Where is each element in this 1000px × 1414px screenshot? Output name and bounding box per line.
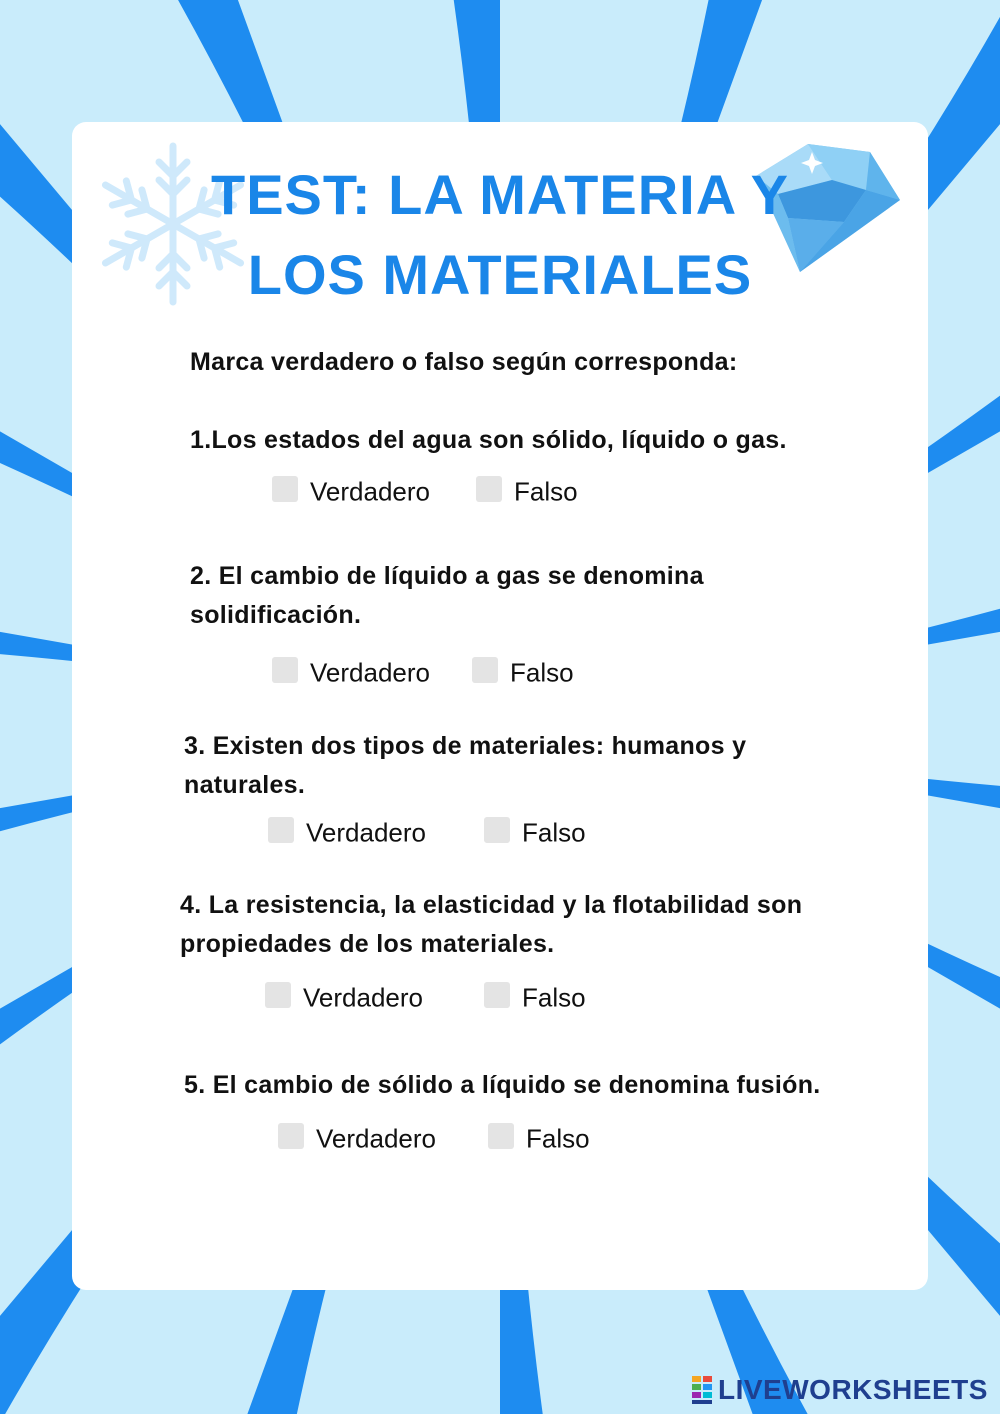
- checkbox[interactable]: [272, 476, 298, 502]
- question-1-line-1: 1.Los estados del agua son sólido, líquido o gas.: [190, 426, 787, 454]
- checkbox[interactable]: [278, 1123, 304, 1149]
- q2-option-falso[interactable]: Falso: [472, 656, 574, 689]
- checkbox[interactable]: [265, 982, 291, 1008]
- q3-option-verdadero[interactable]: Verdadero: [268, 816, 426, 849]
- question-5-line-1: 5. El cambio de sólido a líquido se denomina fusión.: [184, 1071, 821, 1099]
- checkbox[interactable]: [268, 817, 294, 843]
- q5-option-verdadero[interactable]: Verdadero: [278, 1122, 436, 1155]
- checkbox[interactable]: [484, 817, 510, 843]
- q4-option-falso[interactable]: Falso: [484, 981, 586, 1014]
- q3-option-falso[interactable]: Falso: [484, 816, 586, 849]
- question-2-line-2: solidificación.: [190, 601, 362, 629]
- question-4: [180, 886, 802, 964]
- question-3-line-2: naturales.: [184, 771, 306, 799]
- question-5: [184, 1066, 821, 1105]
- question-3-line-1: 3. Existen dos tipos de materiales: humanos y: [184, 732, 747, 760]
- checkbox[interactable]: [488, 1123, 514, 1149]
- question-2: [190, 557, 704, 635]
- q1-option-verdadero[interactable]: Verdadero: [272, 475, 430, 508]
- checkbox[interactable]: [472, 657, 498, 683]
- instruction-text: Marca verdadero o falso según corresponda:: [190, 348, 738, 376]
- question-3: [184, 727, 746, 805]
- checkbox[interactable]: [272, 657, 298, 683]
- q4-option-verdadero[interactable]: Verdadero: [265, 981, 423, 1014]
- title-line-2: LOS MATERIALES: [247, 243, 753, 306]
- logo-text: LIVEWORKSHEETS: [718, 1374, 988, 1405]
- q5-option-falso[interactable]: Falso: [488, 1122, 590, 1155]
- page-title: [0, 155, 1000, 315]
- question-4-line-2: propiedades de los materiales.: [180, 930, 555, 958]
- title-line-1: TEST: LA MATERIA Y: [211, 163, 789, 226]
- question-1: [190, 421, 787, 460]
- q2-option-verdadero[interactable]: Verdadero: [272, 656, 430, 689]
- liveworksheets-logo-icon: [692, 1376, 714, 1404]
- question-4-line-1: 4. La resistencia, la elasticidad y la flotabilidad son: [180, 891, 803, 919]
- checkbox[interactable]: [484, 982, 510, 1008]
- q1-option-falso[interactable]: Falso: [476, 475, 578, 508]
- checkbox[interactable]: [476, 476, 502, 502]
- question-2-line-1: 2. El cambio de líquido a gas se denomina: [190, 562, 704, 590]
